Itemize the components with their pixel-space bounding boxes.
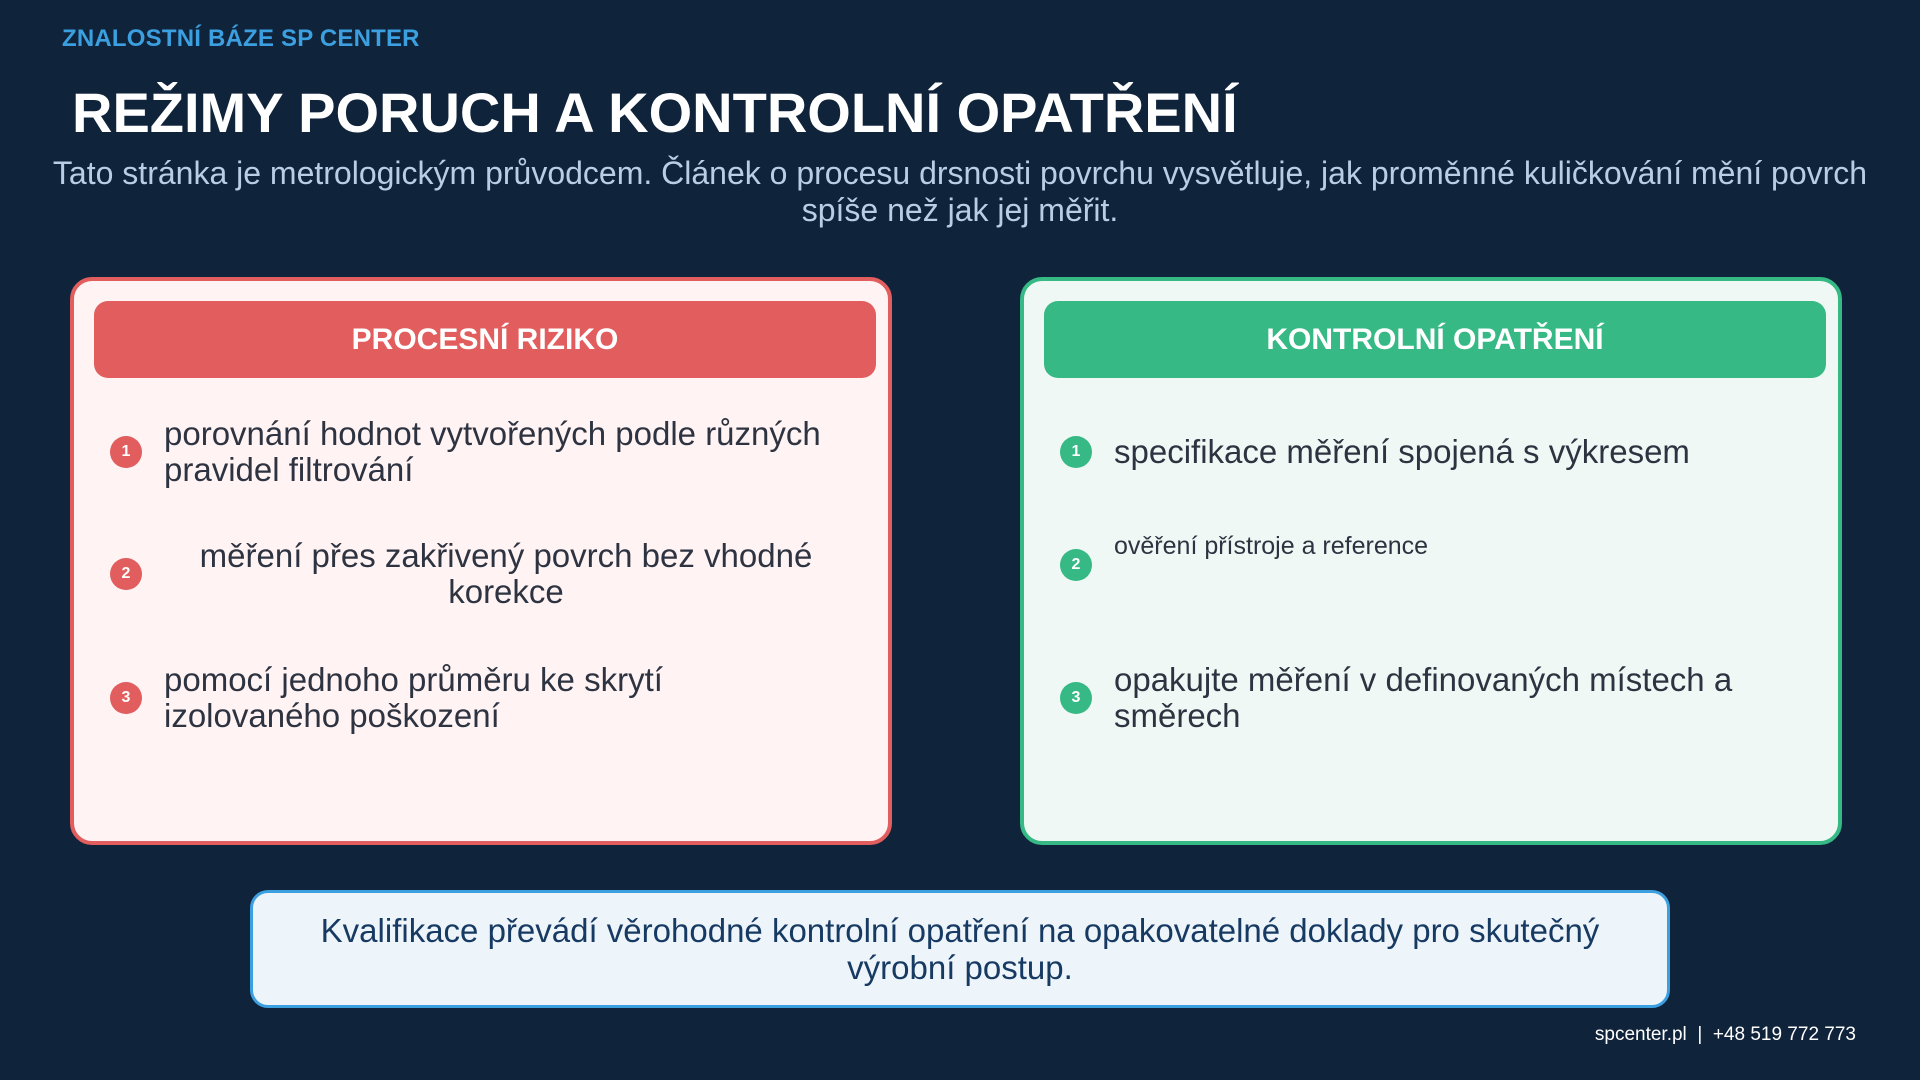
footer-contact: spcenter.pl | +48 519 772 773	[1594, 1024, 1856, 1045]
number-badge: 2	[1060, 549, 1092, 581]
number-badge: 3	[1060, 682, 1092, 714]
control-item-text: specifikace měření spojená s výkresem	[1114, 433, 1690, 470]
summary-note: Kvalifikace převádí věrohodné kontrolní opatření na opakovatelné doklady pro skutečný výrobní postup.	[250, 890, 1670, 1008]
number-badge: 3	[110, 682, 142, 714]
control-panel-heading: KONTROLNÍ OPATŘENÍ	[1044, 301, 1826, 378]
control-item-text: ověření přístroje a reference	[1114, 532, 1429, 560]
number-badge: 1	[110, 436, 142, 468]
risk-item-text: měření přes zakřivený povrch bez vhodné korekce	[199, 537, 813, 610]
risk-item-text: pomocí jednoho průměru ke skrytí izolovaného poškození	[164, 661, 663, 734]
kicker-label: ZNALOSTNÍ BÁZE SP CENTER	[62, 25, 420, 52]
control-item	[1060, 653, 1798, 743]
control-panel	[1020, 277, 1842, 845]
risk-panel	[70, 277, 892, 845]
risk-item	[110, 529, 848, 619]
risk-item	[110, 407, 848, 497]
page-subtitle: Tato stránka je metrologickým průvodcem. Článek o procesu drsnosti povrchu vysvětluje, jak proměnné kuličkování mění povrch spíše než jak jej měřit.	[52, 155, 1868, 228]
control-item	[1060, 407, 1798, 497]
risk-panel-heading: PROCESNÍ RIZIKO	[94, 301, 876, 378]
control-item-text: opakujte měření v definovaných místech a směrech	[1114, 661, 1733, 734]
risk-item-text: porovnání hodnot vytvořených podle různých pravidel filtrování	[164, 415, 821, 488]
page-title: REŽIMY PORUCH A KONTROLNÍ OPATŘENÍ	[72, 81, 1238, 144]
number-badge: 2	[110, 558, 142, 590]
number-badge: 1	[1060, 436, 1092, 468]
risk-item	[110, 653, 848, 743]
control-item	[1060, 531, 1798, 587]
